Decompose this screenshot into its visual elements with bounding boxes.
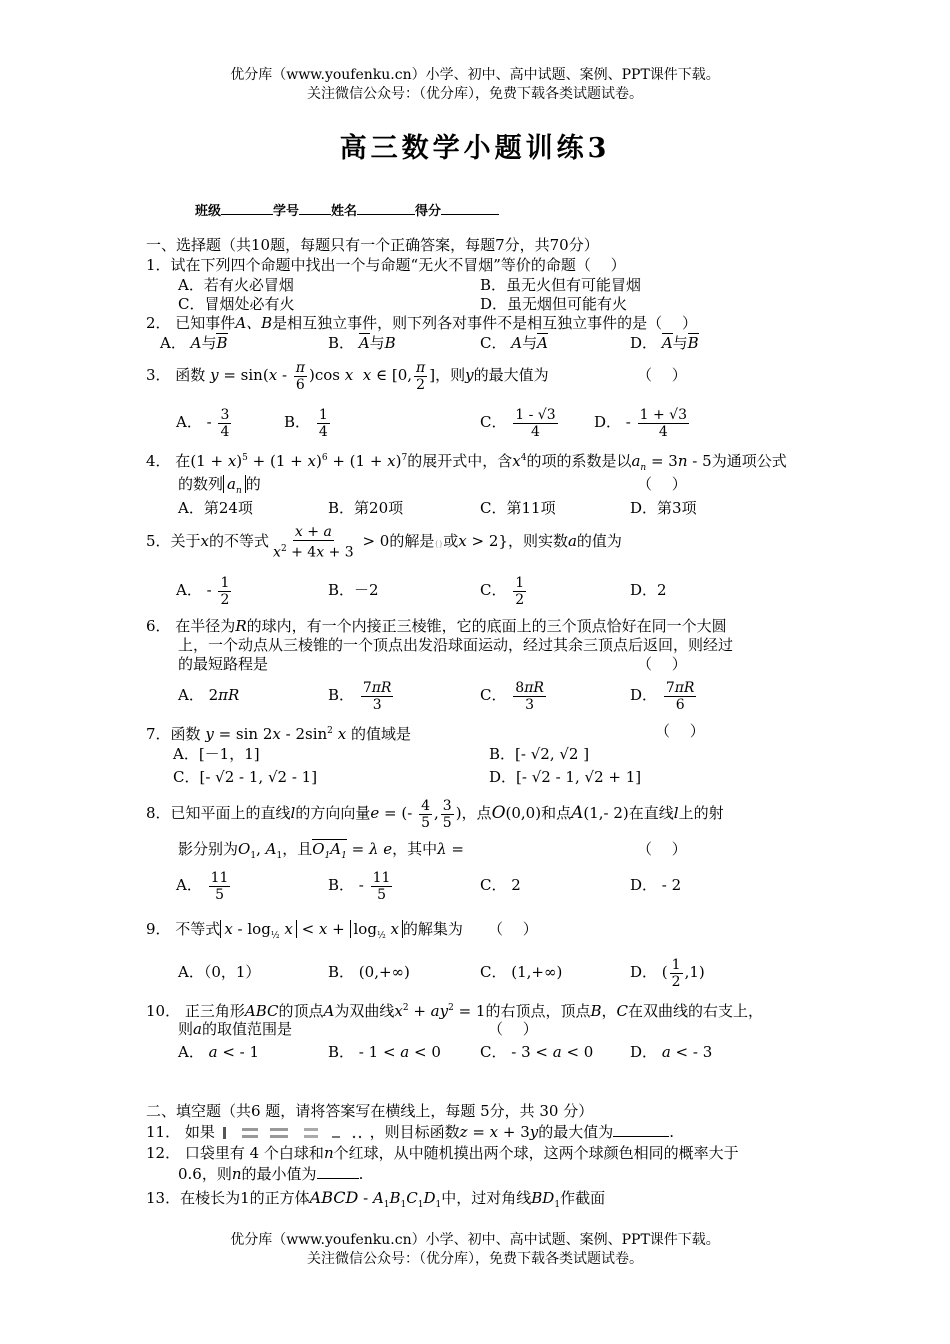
q10-option-d: D． a < - 3 [630,1043,713,1061]
q1-option-b: B．虽无火但有可能冒烟 [480,276,642,294]
q10-option-a: A． a < - 1 [178,1043,260,1061]
q4-option-a: A．第24项 [178,499,253,517]
page-header-line2: 关注微信公众号：（优分库），免费下载各类试题试卷。 [307,86,643,102]
q3-option-c: C． $\frac{1 - √3}{4}$ [480,406,556,440]
q9-option-c: C． (1,+∞) [480,963,563,981]
q8-option-b: B． - $\frac{11}{5}$ [328,869,391,903]
score-label: 得分 [415,204,442,219]
q13-stem: 13．在棱长为1的正方体ABCD - $A_1B_1C_1D_1$中，过对角线$BD_1$作截面 [146,1188,606,1210]
number-label: 学号 [273,204,300,219]
q6-option-d: D． $\frac{7\pi R}{6}$ [630,679,695,713]
q3-option-a: A． - $\frac{3}{4}$ [176,406,230,440]
q3-option-d: D． - $\frac{1 + √3}{4}$ [594,406,688,440]
q1-option-a: A．若有火必冒烟 [178,276,294,294]
q10-paren: （ ） [488,1020,538,1038]
q3-stem: 3． 函数 y = sin(x - $\frac{\pi}{6}$ )cos x x ∈ [0, $\frac{\pi}{2}$ ]，则y的最大值为 [146,359,549,393]
q1-option-d: D．虽无烟但可能有火 [480,295,628,313]
page-footer-line2: 关注微信公众号：（优分库），免费下载各类试题试卷。 [307,1251,643,1267]
q8-option-a: A． $\frac{11}{5}$ [176,869,229,903]
q2-option-a: A． A与B [160,334,228,352]
section1-heading: 一、选择题（共10题，每题只有一个正确答案，每题7分，共70分） [146,236,599,254]
q9-option-b: B． (0,+∞) [328,963,410,981]
q1-stem: 1．试在下列四个命题中找出一个与命题“无火不冒烟”等价的命题（ ） [146,256,626,274]
q5-option-a: A． - $\frac{1}{2}$ [176,574,230,608]
q3-option-b: B． $\frac{1}{4}$ [284,406,328,440]
q10-option-c: C． - 3 < a < 0 [480,1043,594,1061]
q7-stem: 7．函数 $y = \sin 2x - 2\sin^2$ x 的值域是 [146,725,411,743]
q5-option-b: B．－2 [328,581,379,599]
q7-option-b: B．[- √2, √2 ] [489,745,590,763]
q9-stem: 9． 不等式 $x - \log_{\frac{1}{2}} x < x + \log_{\frac{1}{2}} x$ 的解集为 [146,920,463,941]
q7-option-a: A．[－1，1] [173,745,260,763]
class-label: 班级 [195,204,222,219]
student-info-row [195,200,499,219]
document-title: 高三数学小题训练3 [339,133,611,164]
q4-option-c: C．第11项 [480,499,556,517]
q8-line2: 影分别为$O_1$, $A_1$，且$O_1A_1 = \lambda$ e，其中λ = [178,840,464,861]
q7-option-d: D．[- √2 - 1, √2 + 1] [489,768,642,786]
q7-option-c: C．[- √2 - 1, √2 - 1] [173,768,318,786]
q6-option-c: C． $\frac{8\pi R}{3}$ [480,679,544,713]
q4-line1: 4． 在$(1 + x)^5 + (1 + x)^6 + (1 + x)^7$的展开式中，含$x^4$的项的系数是以$a_n = 3n - 5$为通项公式 [146,452,787,473]
q2-option-b: B． A与B [328,334,396,352]
q6-line2: 上，一个动点从三棱锥的一个顶点出发沿球面运动，经过其余三顶点后返回，则经过 [178,636,734,654]
q2-stem: 2． 已知事件A、B是相互独立事件，则下列各对事件不是相互独立事件的是（ ） [146,314,697,332]
q4-line2: 的数列 $a_n$ 的 [178,475,261,496]
q2-option-d: D． A与B [630,334,699,352]
q6-line3: 的最短路程是 [178,655,269,673]
q8-option-c: C． 2 [480,876,521,894]
q12-line2: 0.6，则n的最小值为 . [178,1165,364,1183]
q6-option-b: B． $\frac{7\pi R}{3}$ [328,679,392,713]
q10-line1: 10． 正三角形ABC的顶点A为双曲线$x^2 + ay^2 = 1$的右顶点，顶点B，C在双曲线的右支上， [146,1002,764,1020]
q8-paren: （ ） [637,840,687,858]
q8-option-d: D． - 2 [630,876,682,894]
q9-paren: （ ） [488,920,538,938]
section2-heading: 二、填空题（共6 题，请将答案写在横线上，每题 5分，共 30 分） [146,1102,594,1120]
q10-option-b: B． - 1 < a < 0 [328,1043,441,1061]
page-footer-line1: 优分库（www.youfenku.cn）小学、初中、高中试题、案例、PPT课件下载。 [230,1232,720,1248]
name-label: 姓名 [331,204,358,219]
q4-option-b: B．第20项 [328,499,404,517]
q9-option-a: A．（0，1） [178,963,261,981]
page-header-line1: 优分库（www.youfenku.cn）小学、初中、高中试题、案例、PPT课件下载。 [230,67,720,83]
q5-option-d: D．2 [630,581,667,599]
q5-stem: 5．关于x的不等式 $\frac{x + a}{x^2 + 4x + 3}$ > 0的解是{}或x > 2}，则实数a的值为 [146,523,622,561]
q10-line2: 则a的取值范围是 [178,1020,292,1038]
q6-paren: （ ） [637,655,687,673]
q4-option-d: D．第3项 [630,499,697,517]
q6-line1: 6． 在半径为R的球内，有一个内接正三棱锥，它的底面上的三个顶点恰好在同一个大圆 [146,617,727,635]
q3-paren: （ ） [637,366,687,384]
q2-option-c: C． A与A [480,334,548,352]
q12-line1: 12． 口袋里有 4 个白球和n个红球，从中随机摸出两个球，这两个球颜色相同的概率大于 [146,1144,739,1162]
q4-paren: （ ） [637,475,687,493]
q6-option-a: A． 2πR [178,686,240,704]
q9-option-d: D． ( $\frac{1}{2}$ ,1) [630,956,705,990]
q11-stem: 11． 如果 ，则目标函数z = x + 3y的最大值为 . [146,1123,675,1141]
q5-option-c: C． $\frac{1}{2}$ [480,574,525,608]
q11-system-image [220,1125,370,1141]
q8-line1: 8．已知平面上的直线l的方向向量e = (- $\frac{4}{5}$ , $\frac{3}{5}$ )，点O(0,0)和点A(1,- 2)在直线l上的射 [146,797,724,831]
q7-paren: （ ） [655,722,705,740]
q1-option-c: C．冒烟处必有火 [178,295,295,313]
